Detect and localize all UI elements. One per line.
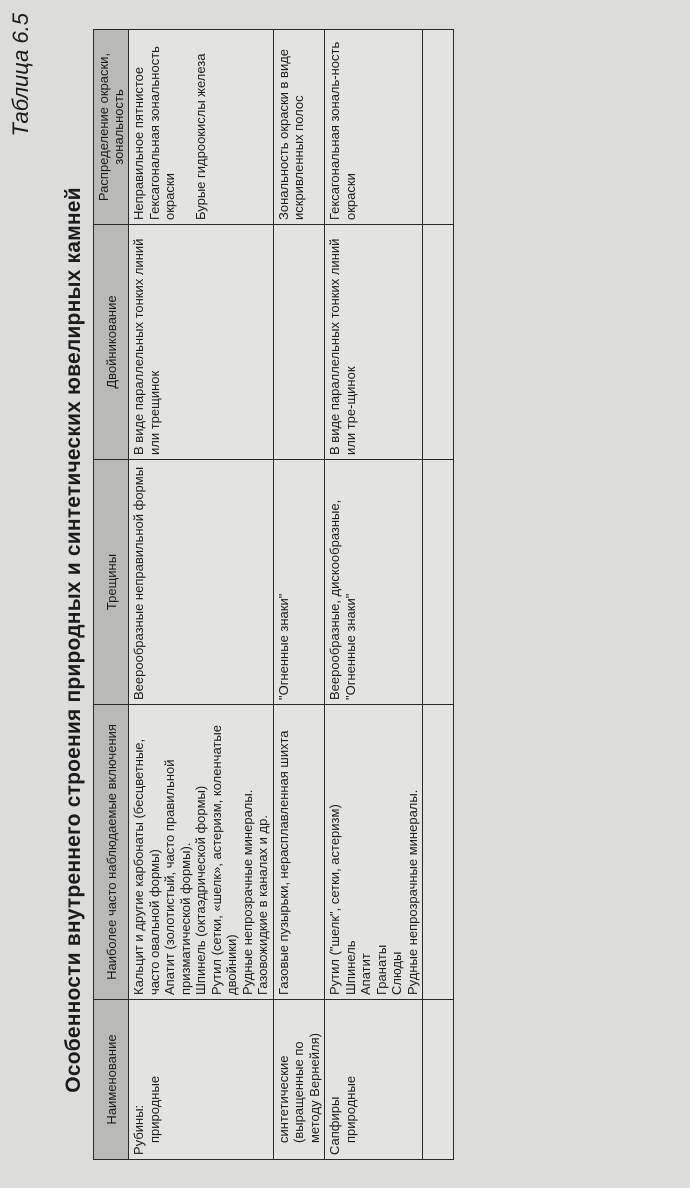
empty-cell: [423, 705, 454, 1000]
gem-structure-table: [93, 29, 454, 1160]
empty-cell: [423, 1000, 454, 1160]
gem-name: Сапфиры: [327, 1096, 342, 1155]
table-row: [273, 30, 325, 1160]
cell-inclusions: Газовые пузырьки, нерасплавленная шихта: [273, 705, 325, 1000]
cell-twinning: [273, 225, 325, 460]
table-row: [129, 30, 274, 1160]
cell-color: Гексагональная зональ-ность окраски: [325, 30, 423, 225]
empty-cell: [423, 225, 454, 460]
cell-twinning: В виде параллельных тонких линий или трещинок: [129, 225, 274, 460]
cell-color: Зональность окраски в виде искривленных полос: [273, 30, 325, 225]
cell-color: Неправильное пятнистое Гексагональная зональность окраски Бурые гидроокислы железа: [129, 30, 274, 225]
header-row: [94, 30, 129, 1160]
cell-cracks: Веерообразные неправильной формы: [129, 460, 274, 705]
table-row: [325, 30, 423, 1160]
header-name: Наименование: [94, 1000, 129, 1160]
gem-origin: природные: [342, 1075, 358, 1143]
cell-inclusions: Кальцит и другие карбонаты (бесцветные, часто овальной формы) Апатит (золотистый, часто правильной призматической формы). Шпинель (октаэдрической формы) Рутил (сетки, «шелк», астеризм, коленчатые двойники) Рудные непрозрачные минералы. Газовожидкие в каналах и др.: [129, 705, 274, 1000]
cell-inclusions: Рутил ("шелк", сетки, астеризм) Шпинель Апатит Гранаты Слюды Рудные непрозрачные минералы.: [325, 705, 423, 1000]
table-title: Особенности внутреннего строения природных и синтетических ювелирных камней: [62, 187, 85, 1093]
gem-origin: синтетические (выращенные по методу Вернейля): [275, 1033, 322, 1143]
empty-row: [423, 30, 454, 1160]
header-color-distribution: Распределение окраски, зональность: [94, 30, 129, 225]
empty-cell: [423, 30, 454, 225]
cell-twinning: В виде параллельных тонких линий или тре-щинок: [325, 225, 423, 460]
header-inclusions: Наиболее часто наблюдаемые включения: [94, 705, 129, 1000]
header-cracks: Трещины: [94, 460, 129, 705]
cell-name: [129, 1000, 274, 1160]
gem-origin: природные: [146, 1075, 162, 1143]
empty-cell: [423, 460, 454, 705]
gem-name: Рубины:: [131, 1104, 146, 1155]
table-caption: Таблица 6.5: [8, 13, 33, 137]
cell-cracks: Веерообразные, дискообразные, "Огненные знаки": [325, 460, 423, 705]
header-twinning: Двойникование: [94, 225, 129, 460]
cell-name: [325, 1000, 423, 1160]
cell-name: [273, 1000, 325, 1160]
cell-cracks: "Огненные знаки": [273, 460, 325, 705]
